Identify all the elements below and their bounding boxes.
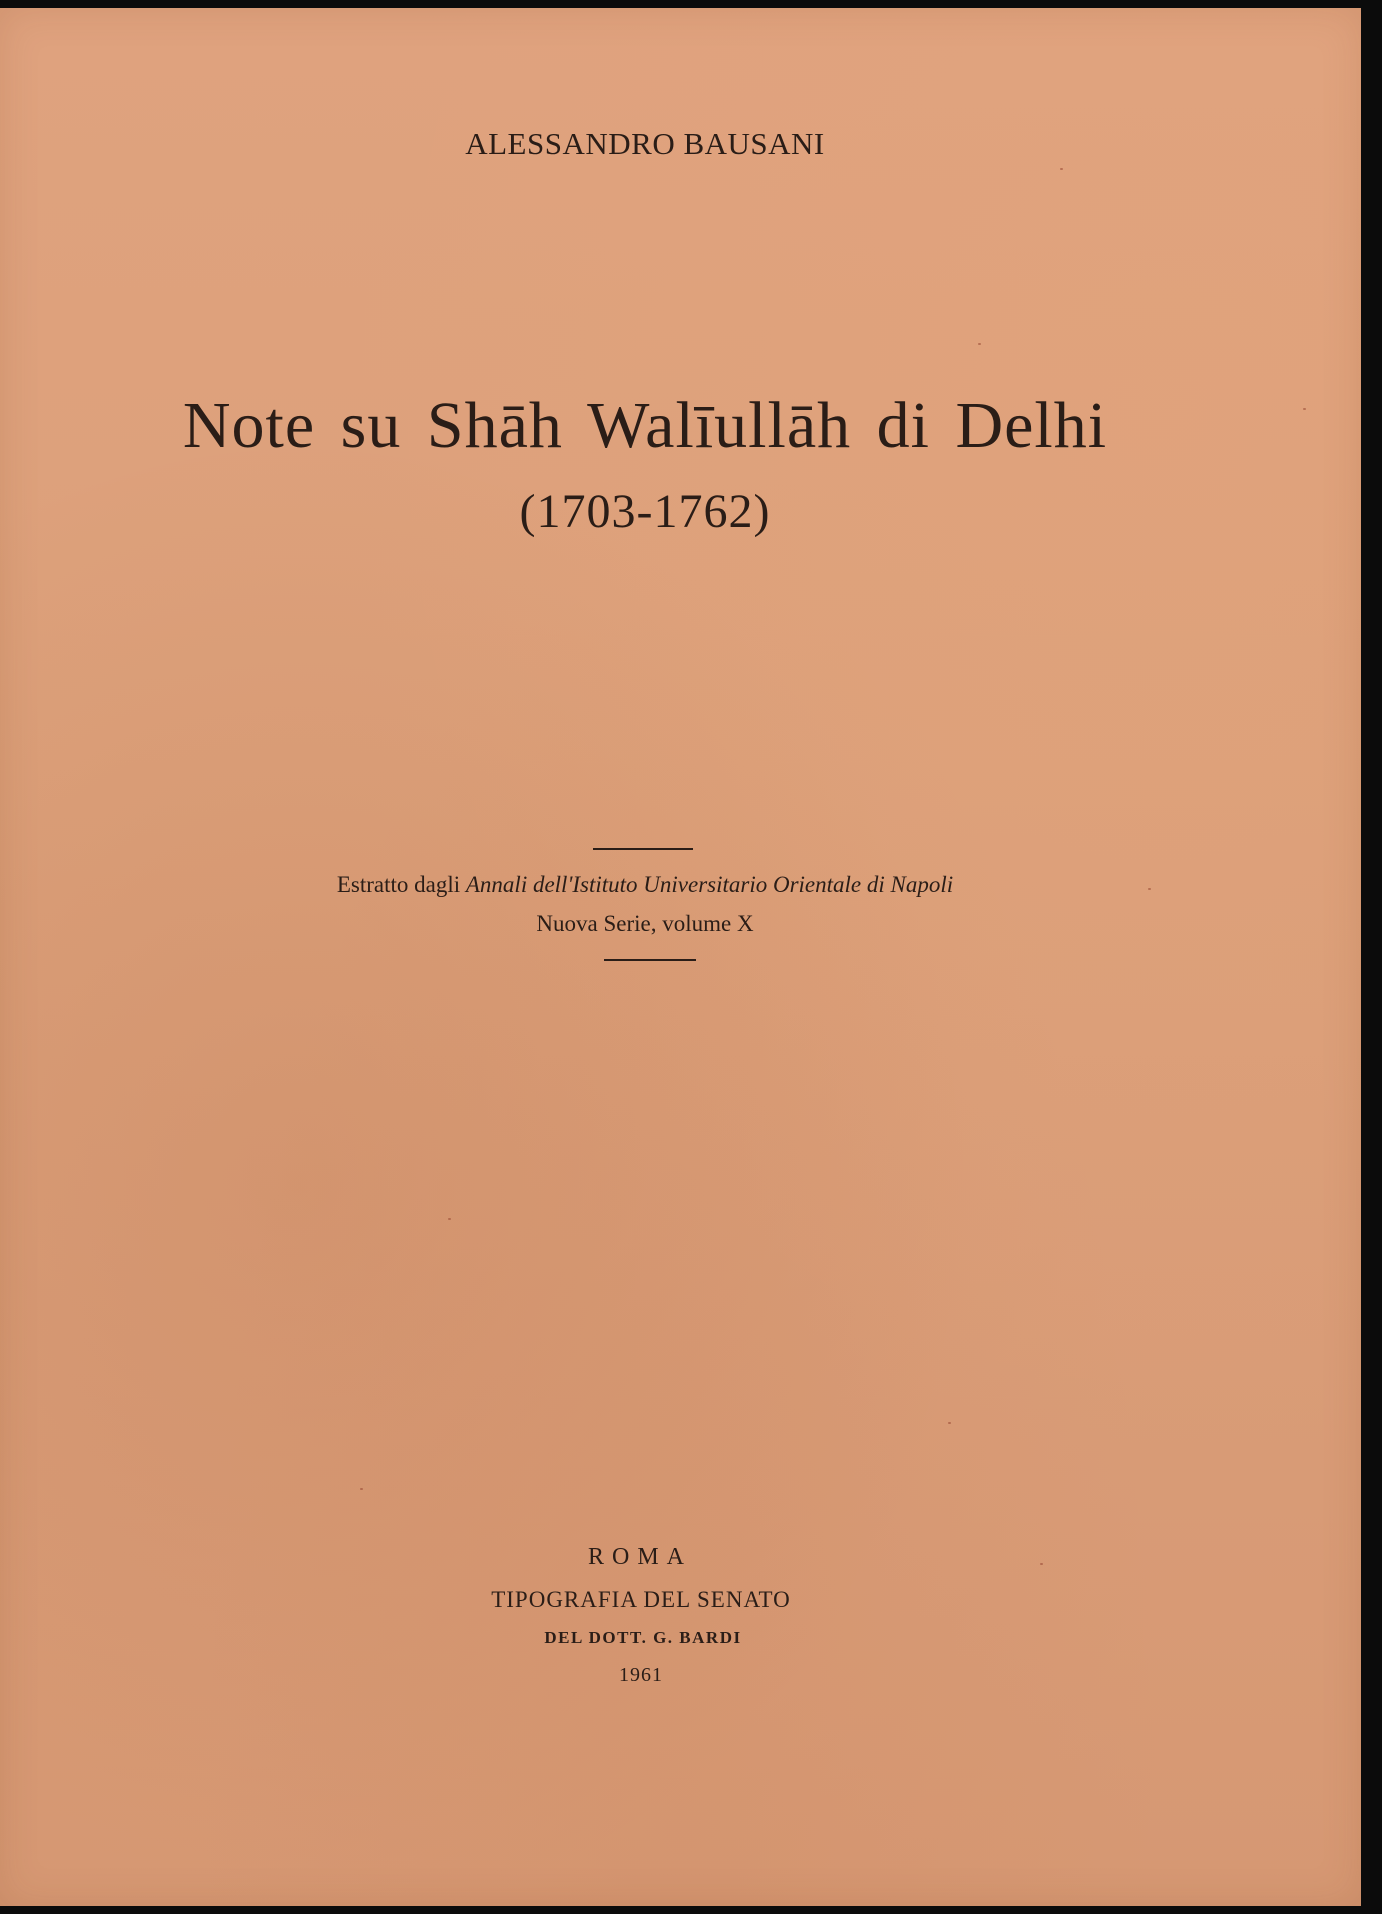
paper-speck (948, 1422, 951, 1424)
publication-city: ROMA (587, 1544, 692, 1570)
extract-prefix: Estratto dagli (336, 872, 461, 897)
series-volume: Nuova Serie, volume X (536, 911, 754, 936)
book-title: Note su Shāh Walīullāh di Delhi (182, 389, 1108, 462)
paper-speck (978, 343, 981, 345)
publication-year: 1961 (619, 1664, 663, 1686)
book-dates: (1703-1762) (519, 485, 771, 538)
paper-speck (1060, 168, 1063, 170)
author-name: ALESSANDRO BAUSANI (465, 126, 825, 161)
extract-journal: Annali dell'Istituto Universitario Orientale di Napoli (465, 872, 954, 897)
paper-speck (448, 1218, 451, 1220)
divider-top (593, 848, 693, 850)
paper-speck (1303, 408, 1306, 410)
extract-line (0, 872, 1290, 898)
printer-owner: DEL DOTT. G. BARDI (544, 1628, 742, 1647)
book-cover (0, 8, 1361, 1906)
printer-name: TIPOGRAFIA DEL SENATO (491, 1587, 791, 1612)
divider-bottom (604, 959, 696, 961)
paper-speck (360, 1488, 363, 1490)
